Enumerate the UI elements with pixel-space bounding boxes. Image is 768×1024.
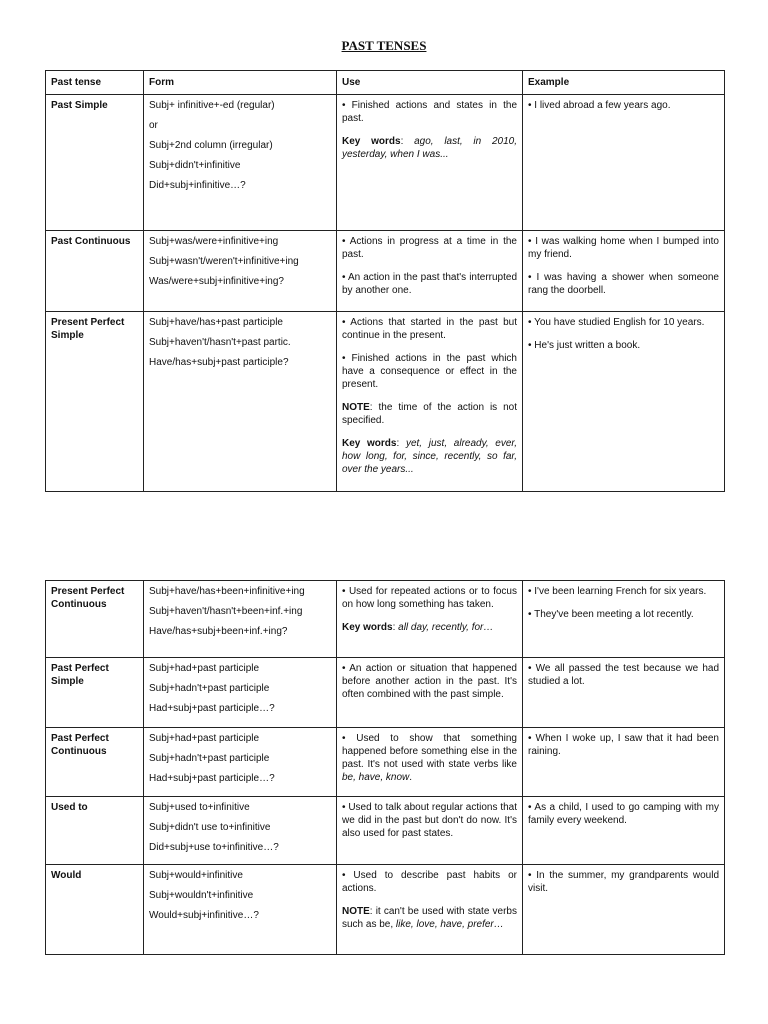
form-line: Did+subj+infinitive…?	[149, 180, 246, 191]
tense-name-cell: Used to	[46, 797, 144, 865]
example-sentence: • I was walking home when I bumped into my friend.	[528, 236, 719, 260]
use-text: • Actions in progress at a time in the past.	[342, 236, 517, 260]
form-line: Subj+didn't+infinitive	[149, 160, 241, 171]
table-row	[46, 865, 725, 955]
form-cell	[144, 797, 337, 865]
form-cell	[144, 728, 337, 797]
form-line: Subj+wouldn't+infinitive	[149, 890, 254, 901]
table-row	[46, 95, 725, 231]
form-cell	[144, 865, 337, 955]
use-text: • An action or situation that happened before another action in the past. It's often combined with the past simple.	[342, 663, 517, 700]
form-line: Subj+2nd column (irregular)	[149, 140, 273, 151]
form-line: Subj+haven't/hasn't+past partic.	[149, 337, 291, 348]
form-line: Subj+had+past participle	[149, 663, 260, 674]
table-row	[46, 797, 725, 865]
example-cell	[523, 728, 725, 797]
table-row	[46, 231, 725, 312]
form-line: Subj+have/has+past participle	[149, 317, 283, 328]
table-row	[46, 728, 725, 797]
example-sentence: • You have studied English for 10 years.	[528, 317, 705, 328]
use-paragraph	[342, 401, 517, 427]
example-cell	[523, 581, 725, 658]
use-cell	[337, 581, 523, 658]
example-sentence: • They've been meeting a lot recently.	[528, 609, 694, 620]
form-line: Subj+would+infinitive	[149, 870, 243, 881]
example-sentence: • In the summer, my grandparents would visit.	[528, 870, 719, 894]
use-text: • Used for repeated actions or to focus on how long something has taken.	[342, 586, 517, 610]
form-line: Had+subj+past participle…?	[149, 703, 275, 714]
use-italic-text: like, love, have, prefer…	[395, 919, 504, 930]
use-paragraph	[342, 352, 517, 391]
form-line: Would+subj+infinitive…?	[149, 910, 259, 921]
use-text: • An action in the past that's interrupted by another one.	[342, 272, 517, 296]
tense-name-cell: Past Continuous	[46, 231, 144, 312]
use-cell	[337, 728, 523, 797]
form-line: Subj+ infinitive+-ed (regular)	[149, 100, 275, 111]
use-text: the time of the action is not specified.	[342, 402, 518, 426]
example-cell	[523, 231, 725, 312]
form-line: Subj+used to+infinitive	[149, 802, 250, 813]
example-cell	[523, 312, 725, 492]
use-text: • Actions that started in the past but continue in the present.	[342, 317, 517, 341]
page-title: PAST TENSES	[341, 38, 427, 53]
key-words-text: ago, last, in 2010, yesterday, when I was...	[342, 136, 517, 160]
form-line: Had+subj+past participle…?	[149, 773, 275, 784]
form-line: Have/has+subj+past participle?	[149, 357, 289, 368]
use-paragraph	[342, 135, 517, 161]
tense-name-cell: Past Perfect Simple	[46, 658, 144, 728]
use-text: • Used to talk about regular actions that we did in the past but don't do now. It's also used for past states.	[342, 802, 517, 839]
use-separator: :	[396, 438, 406, 449]
key-words-text: all day, recently, for…	[398, 622, 494, 633]
use-label: NOTE	[342, 906, 370, 917]
tense-name-cell: Past Simple	[46, 95, 144, 231]
example-sentence: • He's just written a book.	[528, 340, 641, 351]
form-line: Subj+was/were+infinitive+ing	[149, 236, 279, 247]
use-italic-text: be, have, know	[342, 772, 410, 783]
use-separator: :	[400, 136, 415, 147]
use-cell	[337, 865, 523, 955]
header-form: Form	[144, 71, 337, 95]
use-separator: :	[392, 622, 399, 633]
example-sentence: • I lived abroad a few years ago.	[528, 100, 671, 111]
use-cell	[337, 231, 523, 312]
example-cell	[523, 658, 725, 728]
table-row	[46, 312, 725, 492]
form-cell	[144, 581, 337, 658]
table-row	[46, 581, 725, 658]
form-cell	[144, 95, 337, 231]
use-text: • Finished actions and states in the past.	[342, 100, 517, 124]
key-words-text: yet, just, already, ever, how long, for, since, recently, so far, over the years...	[342, 438, 517, 475]
example-sentence: • When I woke up, I saw that it had been raining.	[528, 733, 719, 757]
use-paragraph	[342, 316, 517, 342]
use-paragraph	[342, 869, 517, 895]
use-text: it can't be used with state verbs such as be,	[342, 906, 517, 930]
use-label: NOTE	[342, 402, 370, 413]
use-paragraph	[342, 905, 517, 931]
header-example: Example	[523, 71, 725, 95]
tense-name-cell: Would	[46, 865, 144, 955]
form-line: Was/were+subj+infinitive+ing?	[149, 276, 284, 287]
use-paragraph	[342, 801, 517, 840]
use-text: • Used to show that something happened before something else in the past. It's not used with state verbs like	[342, 733, 517, 770]
use-cell	[337, 658, 523, 728]
use-paragraph	[342, 585, 517, 611]
use-paragraph	[342, 662, 517, 701]
form-line: Subj+haven't/hasn't+been+inf.+ing	[149, 606, 303, 617]
form-line: or	[149, 120, 158, 131]
example-cell	[523, 95, 725, 231]
use-paragraph	[342, 437, 517, 476]
tenses-table-2	[45, 580, 725, 955]
use-text-end: .	[409, 772, 413, 783]
form-cell	[144, 312, 337, 492]
example-sentence: • As a child, I used to go camping with my family every weekend.	[528, 802, 719, 826]
use-text: • Finished actions in the past which have a consequence or effect in the present.	[342, 353, 517, 390]
form-line: Subj+wasn't/weren't+infinitive+ing	[149, 256, 299, 267]
use-cell	[337, 95, 523, 231]
example-sentence: • I was having a shower when someone rang the doorbell.	[528, 272, 719, 296]
use-cell	[337, 797, 523, 865]
form-line: Subj+didn't use to+infinitive	[149, 822, 271, 833]
use-separator: :	[369, 906, 376, 917]
use-paragraph	[342, 732, 517, 784]
use-paragraph	[342, 235, 517, 261]
use-label: Key words	[342, 136, 401, 147]
tenses-table-1	[45, 70, 725, 492]
example-cell	[523, 865, 725, 955]
example-sentence: • I've been learning French for six years.	[528, 586, 707, 597]
header-row	[46, 71, 725, 95]
form-line: Subj+had+past participle	[149, 733, 260, 744]
use-label: Key words	[342, 622, 393, 633]
tense-name-cell: Present Perfect Continuous	[46, 581, 144, 658]
header-tense: Past tense	[46, 71, 144, 95]
table-row	[46, 658, 725, 728]
form-line: Did+subj+use to+infinitive…?	[149, 842, 279, 853]
example-cell	[523, 797, 725, 865]
example-sentence: • We all passed the test because we had studied a lot.	[528, 663, 719, 687]
use-paragraph	[342, 99, 517, 125]
use-paragraph	[342, 271, 517, 297]
form-line: Have/has+subj+been+inf.+ing?	[149, 626, 288, 637]
header-use: Use	[337, 71, 523, 95]
form-cell	[144, 658, 337, 728]
tense-name-cell: Present Perfect Simple	[46, 312, 144, 492]
use-text: • Used to describe past habits or actions.	[342, 870, 517, 894]
use-separator: :	[369, 402, 379, 413]
form-cell	[144, 231, 337, 312]
form-line: Subj+hadn't+past participle	[149, 683, 270, 694]
use-label: Key words	[342, 438, 397, 449]
use-cell	[337, 312, 523, 492]
tense-name-cell: Past Perfect Continuous	[46, 728, 144, 797]
form-line: Subj+have/has+been+infinitive+ing	[149, 586, 305, 597]
form-line: Subj+hadn't+past participle	[149, 753, 270, 764]
use-paragraph	[342, 621, 517, 634]
